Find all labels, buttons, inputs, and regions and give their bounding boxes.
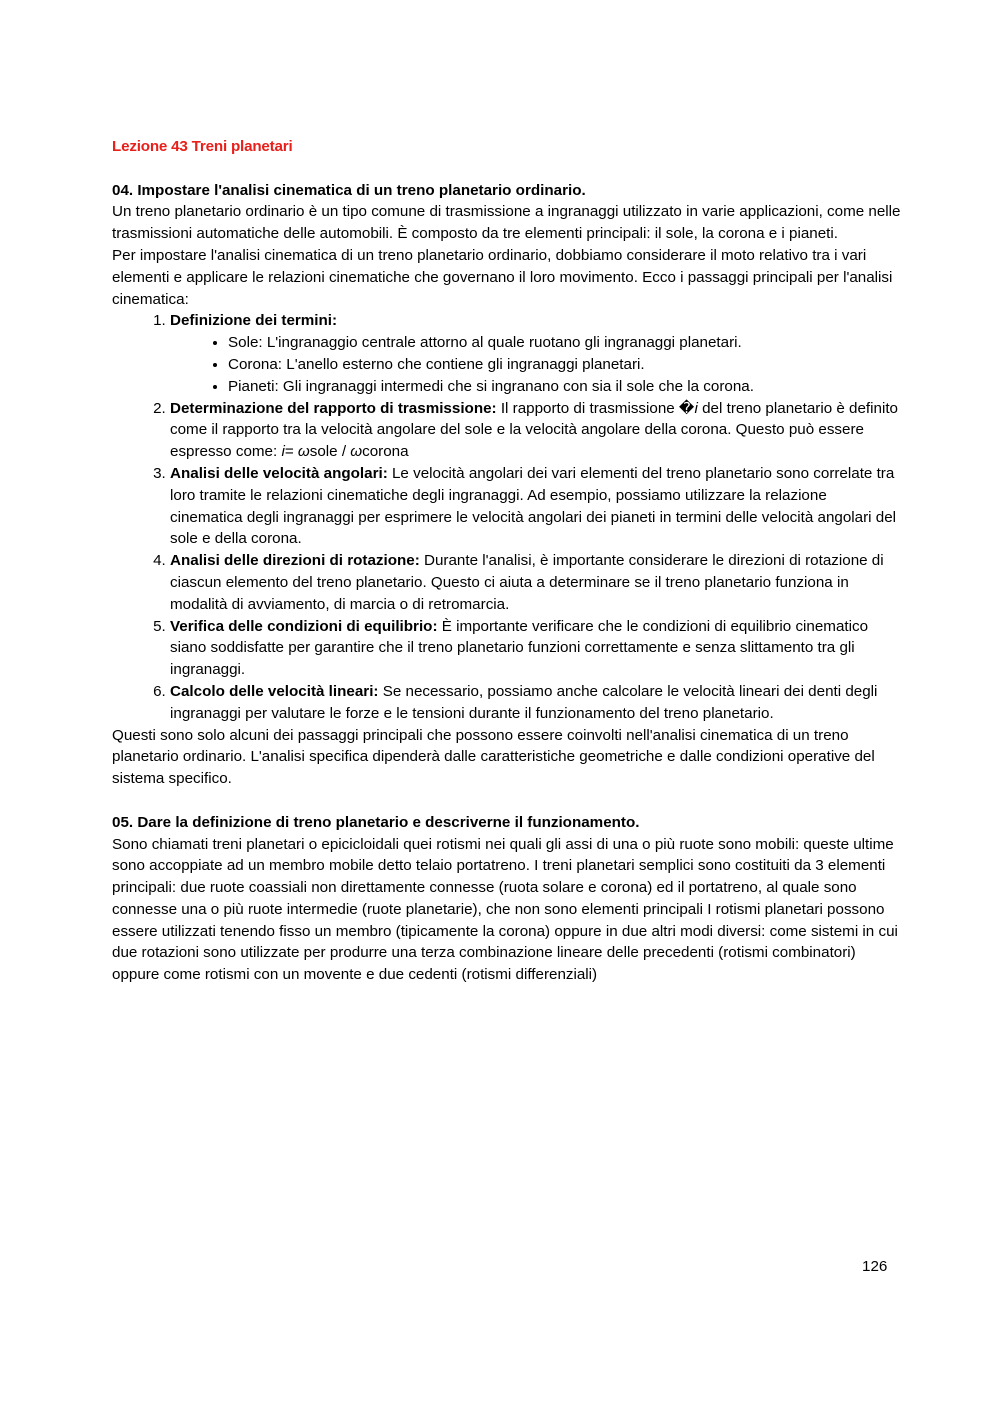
bullet-item: • Sole: L'ingranaggio centrale attorno al quale ruotano gli ingranaggi planetari. <box>228 332 902 354</box>
terms-bullet-list <box>170 332 902 397</box>
step-text: del treno planetario è definito come il rapporto tra la velocità angolare del sole e la velocità angolare della corona. Questo può essere espresso come: <box>170 399 898 461</box>
step-text: corona <box>362 443 409 461</box>
section-5-title: 05. Dare la definizione di treno planetario e descriverne il funzionamento. <box>112 813 640 831</box>
analysis-steps-list <box>112 310 902 724</box>
symbol-i: i <box>694 399 698 417</box>
page-content <box>112 136 902 986</box>
step-item <box>170 398 902 463</box>
step-term: Analisi delle velocità angolari: <box>170 464 388 482</box>
step-text: = <box>284 443 298 461</box>
step-term: Definizione dei termini: <box>170 312 338 330</box>
bullet-item: • Corona: L'anello esterno che contiene gli ingranaggi planetari. <box>228 354 902 376</box>
section-4-intro-2: Per impostare l'analisi cinematica di un treno planetario ordinario, dobbiamo considerare il moto relativo tra i vari elementi e applicare le relazioni cinematiche che governano il loro movimento. Ecco i passaggi principali per l'analisi cinematica: <box>112 246 893 308</box>
symbol-i: i <box>281 443 285 461</box>
step-text: Il rapporto di trasmissione � <box>496 399 695 417</box>
step-term: Verifica delle condizioni di equilibrio: <box>170 617 438 635</box>
step-item <box>170 310 902 397</box>
step-term: Calcolo delle velocità lineari: <box>170 682 379 700</box>
step-item <box>170 681 902 725</box>
step-text: Se necessario, possiamo anche calcolare le velocità lineari dei denti degli ingranaggi per valutare le forze e le tensioni durante il funzionamento del treno planetario. <box>170 682 878 722</box>
page-number: 126 <box>862 1258 888 1275</box>
step-text: È importante verificare che le condizioni di equilibrio cinematico siano soddisfatte per garantire che il treno planetario funzioni correttamente e senza slittamento tra gli ingranaggi. <box>170 617 869 679</box>
section-4-intro-1: Un treno planetario ordinario è un tipo comune di trasmissione a ingranaggi utilizzato in varie applicazioni, come nelle trasmissioni automatiche delle automobili. È composto da tre elementi principali: il sole, la corona e i pianeti. <box>112 203 901 243</box>
symbol-omega: ω <box>350 443 363 461</box>
section-4-title: 04. Impostare l'analisi cinematica di un treno planetario ordinario. <box>112 181 586 199</box>
section-spacer <box>112 790 902 812</box>
section-4-conclusion: Questi sono solo alcuni dei passaggi principali che possono essere coinvolti nell'analisi cinematica di un treno planetario ordinario. L'analisi specifica dipenderà dalle caratteristiche geometriche e dalle condizioni operative del sistema specifico. <box>112 726 875 788</box>
step-text: Le velocità angolari dei vari elementi del treno planetario sono correlate tra loro tramite le relazioni cinematiche degli ingranaggi. Ad esempio, possiamo utilizzare la relazione cinematica degli ingranaggi per esprimere le velocità angolari dei pianeti in termini delle velocità angolari del sole e della corona. <box>170 464 897 548</box>
step-item <box>170 463 902 550</box>
step-term: Analisi delle direzioni di rotazione: <box>170 552 420 570</box>
lesson-title: Lezione 43 Treni planetari <box>112 138 293 155</box>
step-term: Determinazione del rapporto di trasmissione: <box>170 399 497 417</box>
bullet-item: • Pianeti: Gli ingranaggi intermedi che si ingranano con sia il sole che la corona. <box>228 376 902 398</box>
step-text: sole / <box>309 443 351 461</box>
step-item <box>170 550 902 615</box>
symbol-omega: ω <box>297 443 310 461</box>
section-5-body: Sono chiamati treni planetari o epicicloidali quei rotismi nei quali gli assi di una o più ruote sono mobili: queste ultime sono accoppiate ad un membro mobile detto telaio portatreno. I treni planetari semplici sono costituiti da 3 elementi principali: due ruote coassiali non direttamente connesse (ruota solare e corona) ed il portatreno, al quale sono connesse una o più ruote intermedie (ruote planetarie), che non sono elementi principali I rotismi planetari possono essere utilizzati tenendo fisso un membro (tipicamente la corona) oppure in due altri modi diversi: come sistemi in cui due rotazioni sono utilizzate per produrre una terza combinazione lineare delle precedenti (rotismi combinatori) oppure come rotismi con un movente e due cedenti (rotismi differenziali) <box>112 835 898 984</box>
step-item <box>170 616 902 681</box>
step-text: Durante l'analisi, è importante considerare le direzioni di rotazione di ciascun elemento del treno planetario. Questo ci aiuta a determinare se il treno planetario funziona in modalità di avviamento, di marcia o di retromarcia. <box>170 552 884 613</box>
